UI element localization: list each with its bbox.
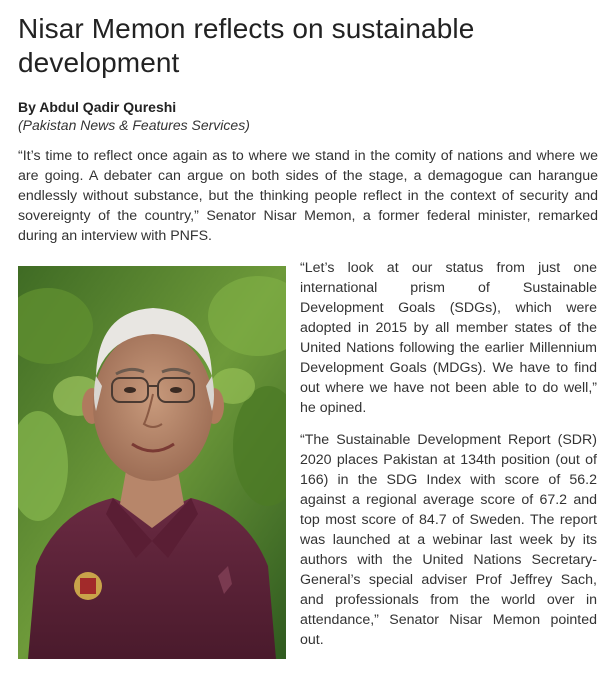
article-source: (Pakistan News & Features Services) (18, 117, 250, 133)
article-headline: Nisar Memon reflects on sustainable development (18, 13, 475, 78)
article-paragraph-sdgs: “Let’s look at our status from just one international prism of Sustainable Development Goals (SDGs), which were adopted in 2015 by all member states of the United Nations following the earlier Millennium Development Goals (MDGs). We have to find out where we have not been able to do well,” he opined. (300, 260, 597, 416)
portrait-photo (18, 266, 286, 659)
right-text-column (300, 258, 597, 650)
article-paragraph-intro: “It’s time to reflect once again as to where we stand in the comity of nations and where we are going. A debater can argue on both sides of the stage, a demagogue can harangue endlessly without substance, but the thinking people reflect in the context of security and sovereignty of the country,” Senator Nisar Memon, a former federal minister, remarked during an interview with PNFS. (18, 148, 598, 244)
article-paragraph-sdr: “The Sustainable Development Report (SDR) 2020 places Pakistan at 134th position (out of 166) in the SDG Index with score of 56.2 against a regional average score of 67.2 and top most score of 84.7 of Sweden. The report was launched at a webinar last week by its authors with the United Nations Secretary-General’s special adviser Prof Jeffrey Sach, and professionals from the world over in attendance,” Senator Nisar Memon pointed out. (300, 432, 597, 648)
article (18, 12, 598, 668)
article-byline: By Abdul Qadir Qureshi (18, 99, 177, 115)
article-body-with-photo (18, 258, 598, 668)
